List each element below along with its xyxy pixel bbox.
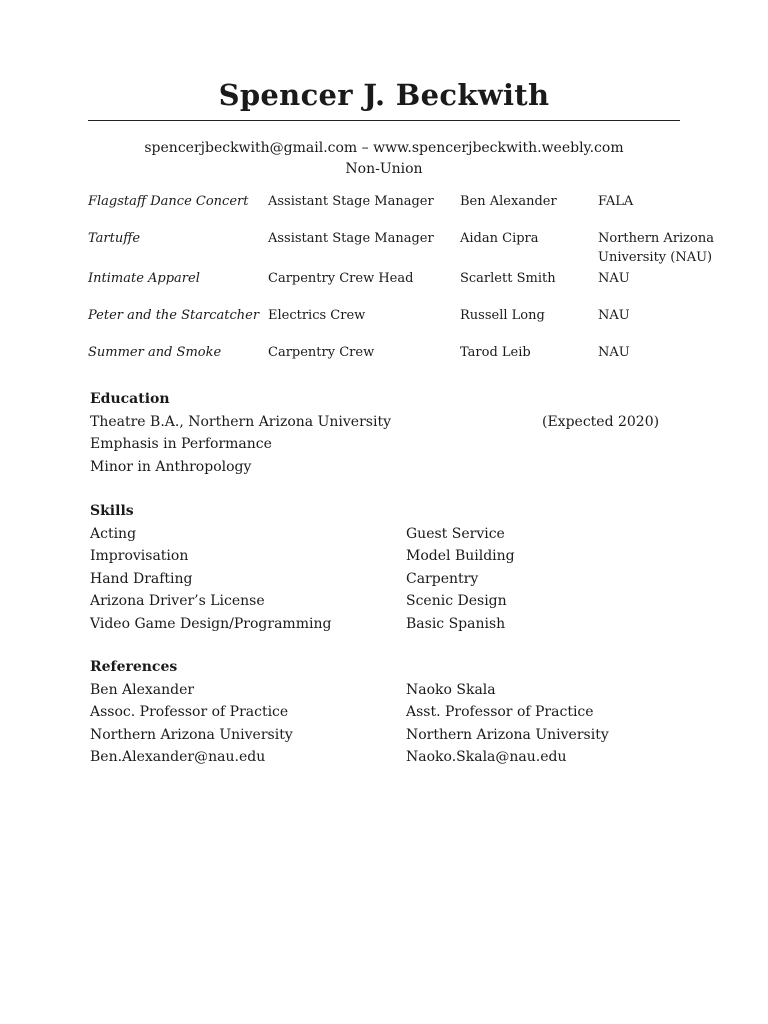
credit-role: Carpentry Crew bbox=[268, 345, 375, 360]
credit-show: Flagstaff Dance Concert bbox=[88, 194, 249, 209]
skill-item: Model Building bbox=[406, 548, 515, 565]
credit-row bbox=[88, 343, 728, 380]
reference-title: Asst. Professor of Practice bbox=[406, 704, 594, 721]
union-status: Non-Union bbox=[345, 161, 423, 177]
skill-item: Basic Spanish bbox=[406, 615, 506, 632]
education-section bbox=[90, 388, 680, 478]
credit-row bbox=[88, 269, 728, 306]
skill-item: Acting bbox=[90, 525, 137, 542]
credits-table bbox=[88, 192, 728, 380]
credit-director: Tarod Leib bbox=[460, 345, 531, 360]
credit-director: Aidan Cipra bbox=[460, 231, 539, 246]
skills-section bbox=[90, 500, 680, 636]
reference-title: Assoc. Professor of Practice bbox=[90, 704, 289, 721]
credit-row bbox=[88, 229, 728, 269]
education-heading: Education bbox=[90, 391, 170, 407]
references-heading: References bbox=[90, 659, 178, 675]
reference-right bbox=[406, 679, 680, 769]
reference-email: Naoko.Skala@nau.edu bbox=[406, 749, 567, 766]
credit-organization: NAU bbox=[598, 271, 630, 286]
credit-show: Peter and the Starcatcher bbox=[88, 308, 260, 323]
skills-left-column bbox=[90, 523, 406, 636]
degree-line bbox=[90, 411, 680, 434]
credit-show: Intimate Apparel bbox=[88, 271, 200, 286]
credit-show: Tartuffe bbox=[88, 231, 141, 246]
credit-director: Scarlett Smith bbox=[460, 271, 556, 286]
reference-name: Naoko Skala bbox=[406, 681, 496, 698]
credit-organization: FALA bbox=[598, 194, 634, 209]
references-section bbox=[90, 656, 680, 769]
credit-row bbox=[88, 306, 728, 343]
header-divider bbox=[88, 120, 680, 121]
contact-block bbox=[0, 138, 768, 180]
skill-item: Guest Service bbox=[406, 525, 505, 542]
credit-role: Assistant Stage Manager bbox=[268, 194, 434, 209]
skill-item: Arizona Driver’s License bbox=[90, 593, 265, 610]
emphasis-line: Emphasis in Performance bbox=[90, 436, 272, 453]
skill-item: Scenic Design bbox=[406, 593, 507, 610]
credit-organization: Northern Arizona University (NAU) bbox=[598, 231, 714, 265]
credit-director: Ben Alexander bbox=[460, 194, 557, 209]
credit-show: Summer and Smoke bbox=[88, 345, 222, 360]
reference-name: Ben Alexander bbox=[90, 681, 195, 698]
credit-role: Carpentry Crew Head bbox=[268, 271, 414, 286]
skill-item: Carpentry bbox=[406, 570, 479, 587]
reference-institution: Northern Arizona University bbox=[90, 726, 293, 743]
credit-role: Assistant Stage Manager bbox=[268, 231, 434, 246]
skill-item: Video Game Design/Programming bbox=[90, 615, 332, 632]
reference-email: Ben.Alexander@nau.edu bbox=[90, 749, 266, 766]
skill-item: Improvisation bbox=[90, 548, 189, 565]
credit-organization: NAU bbox=[598, 308, 630, 323]
credit-director: Russell Long bbox=[460, 308, 545, 323]
expected-date: (Expected 2020) bbox=[542, 413, 660, 430]
skills-heading: Skills bbox=[90, 503, 134, 519]
degree-text: Theatre B.A., Northern Arizona University bbox=[90, 413, 391, 430]
credit-organization: NAU bbox=[598, 345, 630, 360]
contact-line: spencerjbeckwith@gmail.com – www.spencerjbeckwith.weebly.com bbox=[144, 140, 624, 156]
credit-role: Electrics Crew bbox=[268, 308, 366, 323]
skills-right-column bbox=[406, 523, 680, 636]
skill-item: Hand Drafting bbox=[90, 570, 193, 587]
resume-name: Spencer J. Beckwith bbox=[218, 78, 550, 112]
minor-line: Minor in Anthropology bbox=[90, 458, 252, 475]
reference-left bbox=[90, 679, 406, 769]
reference-institution: Northern Arizona University bbox=[406, 726, 609, 743]
credit-row bbox=[88, 192, 728, 229]
